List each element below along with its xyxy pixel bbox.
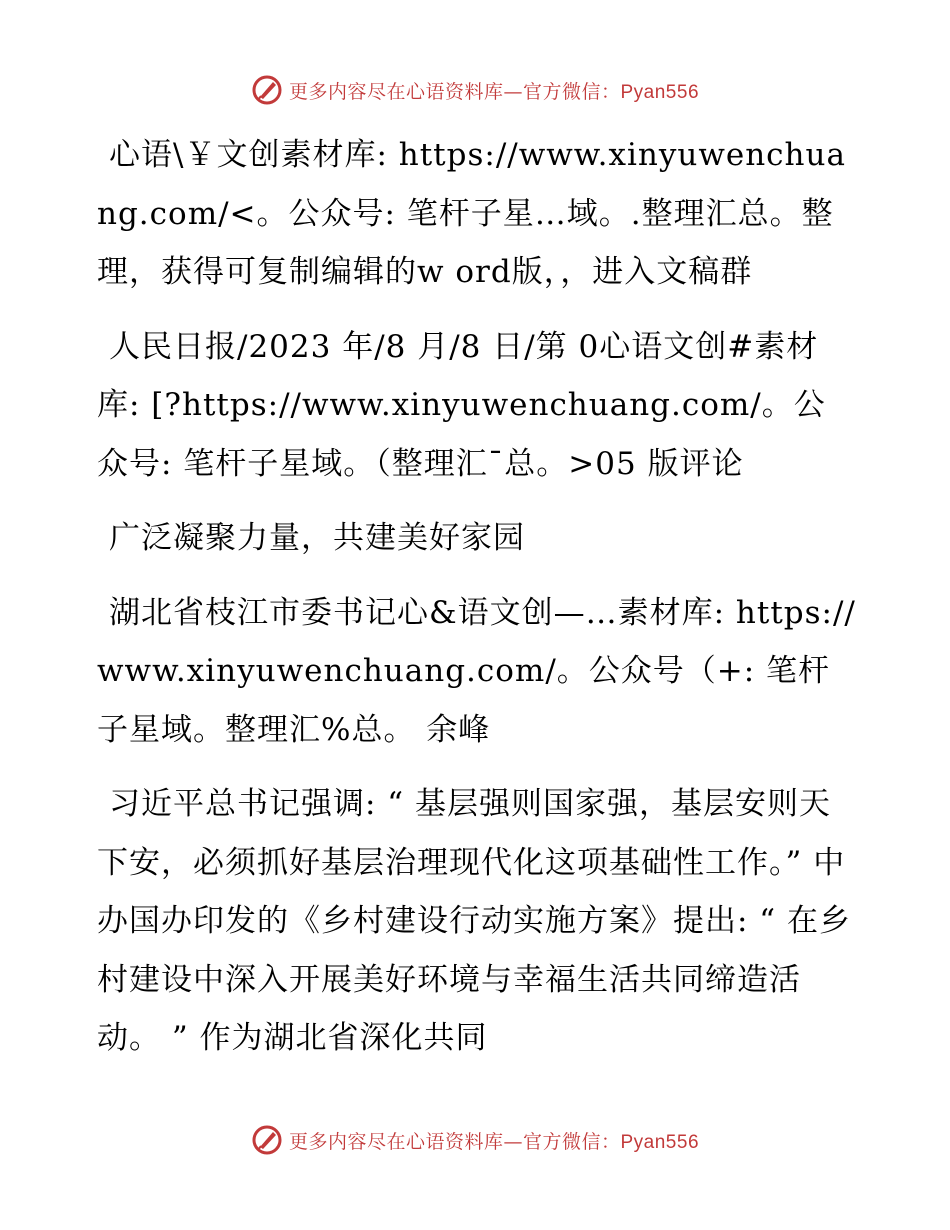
paragraph-source-note-1: 心语\￥文创素材库: https://www.xinyuwenchuang.com/<。公众号: 笔杆子星…域。.整理汇总。整理，获得可复制编辑的w ord版，，进入文稿群 bbox=[97, 137, 846, 290]
header-watermark-banner bbox=[0, 70, 950, 110]
paragraph-body-1: 习近平总书记强调: “ 基层强则国家强，基层安则天下安，必须抓好基层治理现代化这项基础性工作。” 中办国办印发的《乡村建设行动实施方案》提出: “ 在乡村建设中深入开展美好环境与幸福生活共同缔造活动。 ” 作为湖北省深化共同 bbox=[97, 786, 851, 1056]
article-title: 广泛凝聚力量，共建美好家园 bbox=[109, 520, 525, 556]
watermark-wechat-id: Pyan556 bbox=[620, 81, 700, 103]
watermark-text: 更多内容尽在心语资料库—官方微信：Pyan556 bbox=[288, 80, 700, 103]
watermark-wechat-id: Pyan556 bbox=[620, 1131, 700, 1153]
document-body bbox=[97, 126, 857, 1084]
paragraph-publication-info: 人民日报/2023 年/8 月/8 日/第 0心语文创#素材库: [?https://www.xinyuwenchuang.com/。公众号: 笔杆子星域。（整理汇¯总。>05 版评论 bbox=[97, 328, 826, 482]
feather-pen-logo-icon bbox=[251, 74, 283, 106]
feather-pen-logo-icon bbox=[251, 1124, 283, 1156]
paragraph-author-line: 湖北省枝江市委书记心&语文创—…素材库: https://www.xinyuwenchuang.com/。公众号（+: 笔杆子星域。整理汇%总。 余峰 bbox=[97, 594, 856, 748]
footer-watermark-banner bbox=[0, 1120, 950, 1160]
watermark-text: 更多内容尽在心语资料库—官方微信：Pyan556 bbox=[288, 1130, 700, 1153]
